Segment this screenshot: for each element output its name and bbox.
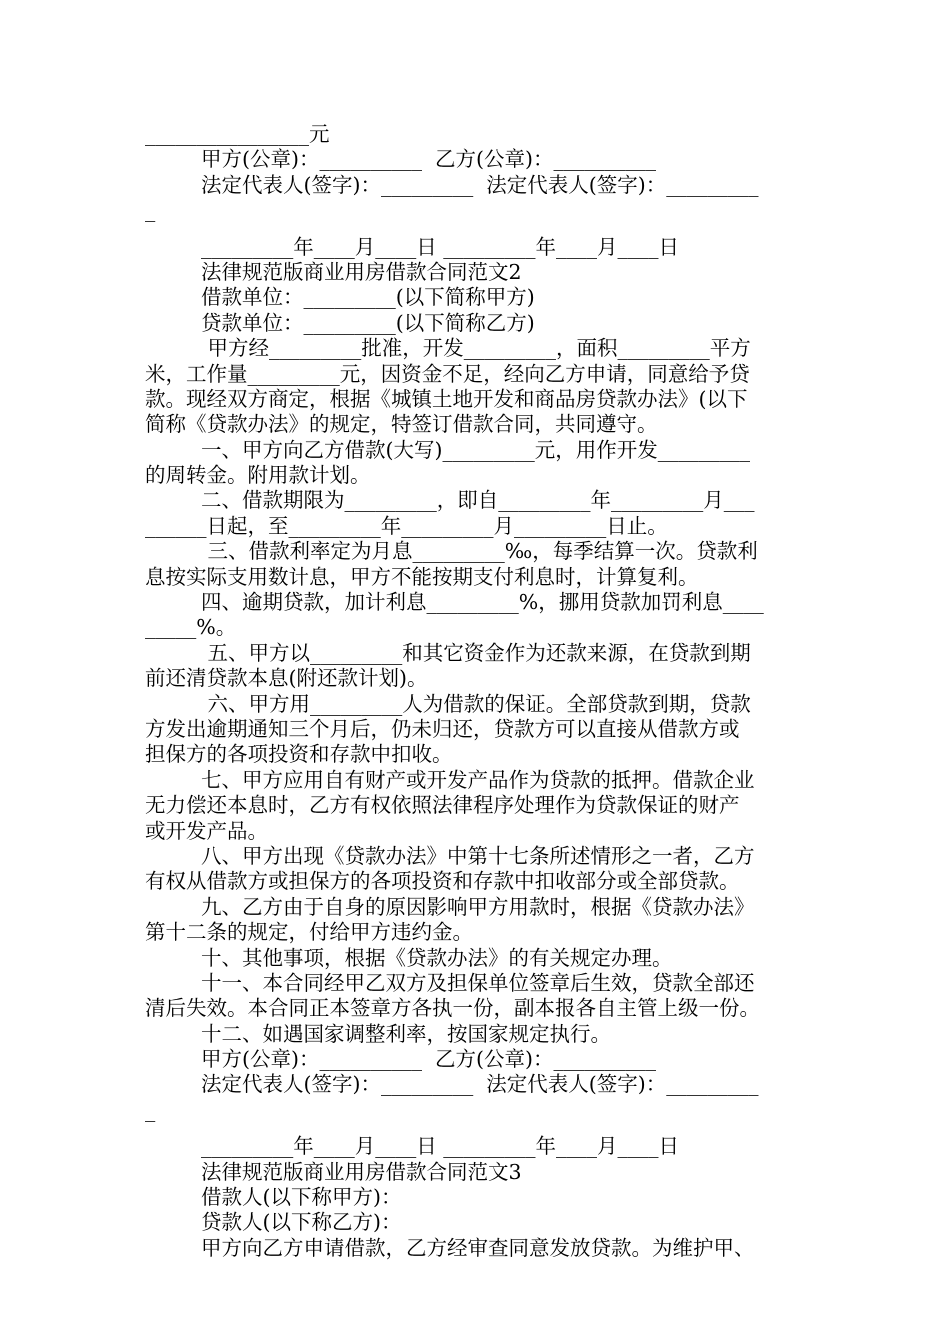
date-line: _________年____月____日 _________年____月____日: [201, 1134, 680, 1159]
text-line: ________________元: [145, 122, 330, 146]
text-line: 担保方的各项投资和存款中扣收。: [145, 742, 453, 767]
clause-9: 九、乙方由于自身的原因影响甲方用款时，根据《贷款办法》: [201, 894, 755, 919]
clause-12: 十二、如遇国家调整利率，按国家规定执行。: [201, 1021, 611, 1046]
clause-2: 二、借款期限为_________，即自_________年_________月___: [201, 488, 755, 513]
text-line: 有权从借款方或担保方的各项投资和存款中扣收部分或全部贷款。: [145, 869, 740, 894]
text-line: ______日起，至_________年_________月_________日止。: [145, 513, 668, 538]
clause-3: 三、借款利率定为月息_________‰，每季结算一次。贷款利: [201, 539, 758, 564]
text-line: 方发出逾期通知三个月后，仍未归还，贷款方可以直接从借款方或: [145, 716, 740, 741]
text-line: 米，工作量_________元，因资金不足，经向乙方申请，同意给予贷: [145, 361, 750, 386]
section-title: 法律规范版商业用房借款合同范文2: [201, 259, 522, 284]
text-line: 或开发产品。: [145, 818, 268, 843]
date-line: _________年____月____日 _________年____月____日: [201, 234, 680, 259]
clause-7: 七、甲方应用自有财产或开发产品作为贷款的抵押。借款企业: [201, 767, 755, 792]
clause-10: 十、其他事项，根据《贷款办法》的有关规定办理。: [201, 945, 673, 970]
signature-line-representative: 法定代表人(签字)：_________ 法定代表人(签字)：_________: [201, 172, 759, 197]
text-line: 清后失效。本合同正本签章方各执一份，副本报各自主管上级一份。: [145, 996, 760, 1021]
text-line: 款。现经双方商定，根据《城镇土地开发和商品房贷款办法》(以下: [145, 386, 748, 411]
text-line: _: [145, 198, 156, 223]
text-line: 息按实际支用数计息，甲方不能按期支付利息时，计算复利。: [145, 564, 699, 589]
text-line: _____%。: [145, 615, 237, 640]
clause-5: 五、甲方以_________和其它资金作为还款来源，在贷款到期: [201, 640, 751, 665]
text-line: 第十二条的规定，付给甲方违约金。: [145, 920, 473, 945]
text-line: 无力偿还本息时，乙方有权依照法律程序处理作为贷款保证的财产: [145, 793, 740, 818]
borrower-line: 借款单位：_________(以下简称甲方): [201, 285, 535, 310]
borrower-line: 借款人(以下称甲方)：: [201, 1185, 402, 1210]
section-title: 法律规范版商业用房借款合同范文3: [201, 1159, 522, 1184]
clause-4: 四、逾期贷款，加计利息_________%，挪用贷款加罚利息____: [201, 590, 764, 615]
text-line: _: [145, 1097, 156, 1122]
lender-line: 贷款人(以下称乙方)：: [201, 1210, 402, 1235]
signature-line-seal: 甲方(公章)：__________ 乙方(公章)：__________: [201, 147, 657, 172]
text-line: 的周转金。附用款计划。: [145, 463, 371, 488]
document-page: [145, 122, 807, 1261]
text-line: 甲方向乙方申请借款，乙方经审查同意发放贷款。为维护甲、: [201, 1235, 755, 1260]
clause-11: 十一、本合同经甲乙双方及担保单位签章后生效，贷款全部还: [201, 970, 755, 995]
text-line: 甲方经_________批准，开发_________，面积_________平方: [201, 336, 751, 361]
clause-6: 六、甲方用_________人为借款的保证。全部贷款到期，贷款: [201, 691, 751, 716]
signature-line-representative: 法定代表人(签字)：_________ 法定代表人(签字)：_________: [201, 1072, 759, 1097]
text-line: 简称《贷款办法》的规定，特签订借款合同，共同遵守。: [145, 412, 658, 437]
lender-line: 贷款单位：_________(以下简称乙方): [201, 310, 535, 335]
clause-8: 八、甲方出现《贷款办法》中第十七条所述情形之一者，乙方: [201, 843, 755, 868]
clause-1: 一、甲方向乙方借款(大写)_________元，用作开发_________: [201, 437, 750, 462]
signature-line-seal: 甲方(公章)：__________ 乙方(公章)：__________: [201, 1047, 657, 1072]
text-line: 前还清贷款本息(附还款计划)。: [145, 666, 428, 691]
